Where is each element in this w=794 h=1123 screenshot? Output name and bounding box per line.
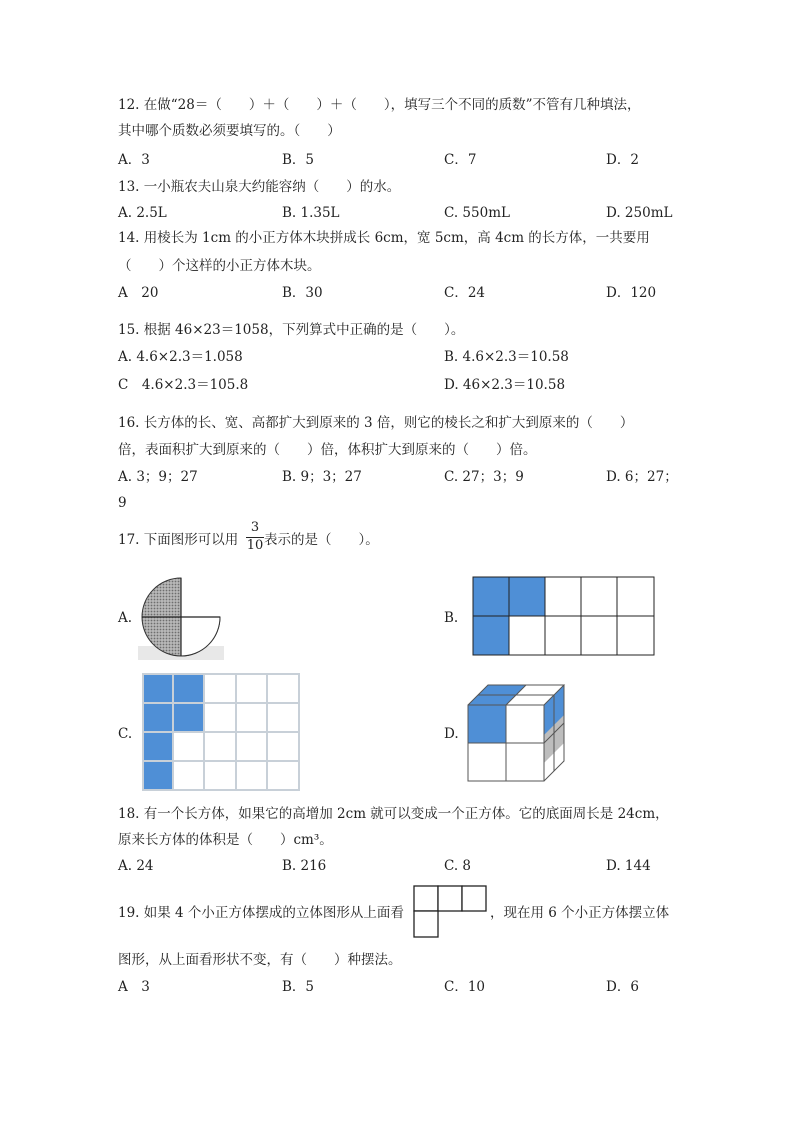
q17-suffix: 表示的是（ ）。 <box>264 532 379 548</box>
q17-label-c[interactable]: C. <box>118 726 133 742</box>
q17-label-b[interactable]: B. <box>444 610 459 626</box>
q19-line1-a: 19. 如果 4 个小正方体摆成的立体图形从上面看 <box>118 905 404 921</box>
q13-option-b[interactable]: B. 1.35L <box>282 205 340 221</box>
q14-option-b[interactable]: B．30 <box>282 285 323 301</box>
q14-option-d[interactable]: D．120 <box>606 285 657 301</box>
q16-option-a[interactable]: A. 3；9；27 <box>118 469 198 485</box>
q15-option-d[interactable]: D. 46×2.3＝10.58 <box>444 377 566 393</box>
q15-option-c[interactable]: C 4.6×2.3＝105.8 <box>118 377 249 393</box>
q12-line1: 12. 在做“28＝（ ）＋（ ）＋（ ），填写三个不同的质数”不管有几种填法， <box>118 97 641 113</box>
q19-top-view-shape <box>412 884 488 940</box>
q19-line2: 图形，从上面看形状不变，有（ ）种摆法。 <box>118 952 402 968</box>
q12-option-b[interactable]: B．5 <box>282 152 315 168</box>
q19-option-d[interactable]: D．6 <box>606 979 639 995</box>
q12-option-c[interactable]: C．7 <box>444 152 477 168</box>
q16-option-b[interactable]: B. 9；3；27 <box>282 469 362 485</box>
q13-option-c[interactable]: C. 550mL <box>444 205 510 221</box>
q16-line2: 倍，表面积扩大到原来的（ ）倍，体积扩大到原来的（ ）倍。 <box>118 442 537 458</box>
q17-fraction-denominator: 10 <box>246 538 264 553</box>
q14-option-a[interactable]: A 20 <box>118 285 159 301</box>
q18-line1: 18. 有一个长方体，如果它的高增加 2cm 就可以变成一个正方体。它的底面周长是 24cm， <box>118 806 669 822</box>
q15-option-a[interactable]: A. 4.6×2.3＝1.058 <box>118 349 243 365</box>
q17-figure-d-cube[interactable] <box>464 683 568 783</box>
q19-option-a[interactable]: A 3 <box>118 979 150 995</box>
q17-figure-b-grid[interactable] <box>472 576 655 656</box>
q12-line2: 其中哪个质数必须要填写的。（ ） <box>118 123 341 139</box>
q14-line2: （ ）个这样的小正方体木块。 <box>118 258 321 274</box>
q18-option-b[interactable]: B. 216 <box>282 858 327 874</box>
q16-option-d[interactable]: D. 6；27； <box>606 469 678 485</box>
q17-label-a[interactable]: A. <box>118 610 133 626</box>
q18-option-c[interactable]: C. 8 <box>444 858 472 874</box>
q19-option-c[interactable]: C．10 <box>444 979 486 995</box>
q17-label-d[interactable]: D. <box>444 726 459 742</box>
q18-option-d[interactable]: D. 144 <box>606 858 651 874</box>
q16-option-c[interactable]: C. 27；3；9 <box>444 469 524 485</box>
q13-option-a[interactable]: A. 2.5L <box>118 205 167 221</box>
q17-prefix: 17. 下面图形可以用 <box>118 532 239 548</box>
q14-option-c[interactable]: C．24 <box>444 285 486 301</box>
q17-fraction-numerator: 3 <box>250 520 260 535</box>
q15-option-b[interactable]: B. 4.6×2.3＝10.58 <box>444 349 569 365</box>
q16-line1: 16. 长方体的长、宽、高都扩大到原来的 3 倍，则它的棱长之和扩大到原来的（ ） <box>118 415 634 431</box>
q19-line1-b: ，现在用 6 个小正方体摆立体 <box>490 905 670 921</box>
q13-line1: 13. 一小瓶农夫山泉大约能容纳（ ）的水。 <box>118 179 401 195</box>
q19-option-b[interactable]: B．5 <box>282 979 315 995</box>
q12-option-a[interactable]: A．3 <box>118 152 150 168</box>
q14-line1: 14. 用棱长为 1cm 的小正方体木块拼成长 6cm，宽 5cm，高 4cm 的长方体，一共要用 <box>118 230 650 246</box>
q15-line1: 15. 根据 46×23＝1058，下列算式中正确的是（ ）。 <box>118 322 465 338</box>
q18-line2: 原来长方体的体积是（ ）cm³。 <box>118 832 333 848</box>
q17-figure-c-grid[interactable] <box>142 673 300 791</box>
q17-figure-a-circle[interactable] <box>138 574 224 660</box>
q12-option-d[interactable]: D．2 <box>606 152 639 168</box>
q13-option-d[interactable]: D. 250mL <box>606 205 673 221</box>
q18-option-a[interactable]: A. 24 <box>118 858 154 874</box>
q16-option-d-wrap: 9 <box>118 495 127 511</box>
